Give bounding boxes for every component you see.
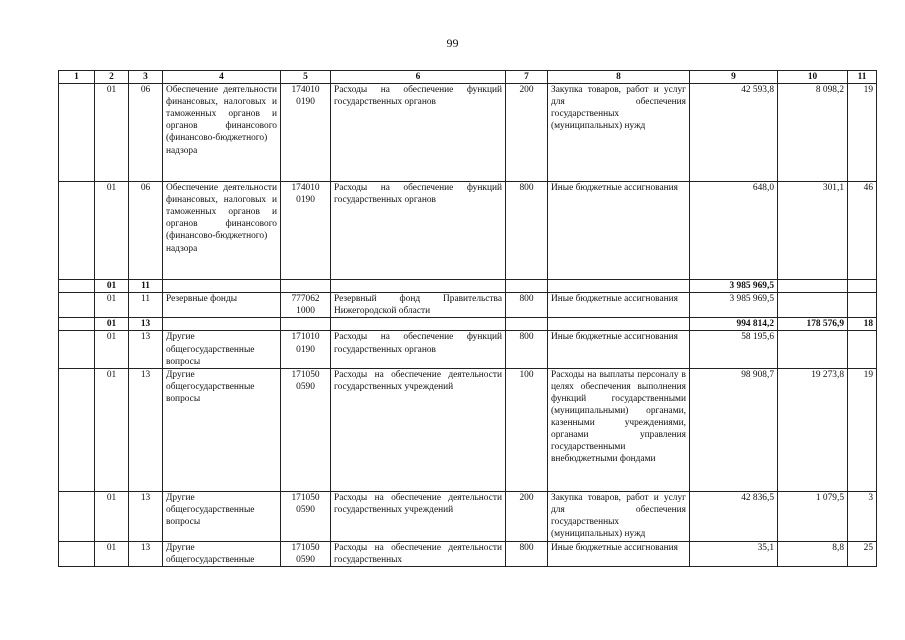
- subtotal-row: [59, 318, 877, 331]
- column-header: 7: [506, 71, 548, 84]
- cell-empty: [59, 368, 95, 491]
- cell-target-name: Расходы на обеспечение функций государственных органов: [331, 84, 506, 182]
- cell-empty: [59, 541, 95, 566]
- cell-expense-code: 200: [506, 491, 548, 541]
- column-header: 5: [281, 71, 331, 84]
- table-row: [59, 368, 877, 491]
- cell-percent: 19: [848, 84, 877, 182]
- cell-section: 01: [95, 541, 129, 566]
- cell-empty: [506, 280, 548, 293]
- column-header: 11: [848, 71, 877, 84]
- cell-subsection: 13: [129, 541, 163, 566]
- cell-expense-code: 200: [506, 84, 548, 182]
- cell-executed: 301,1: [778, 182, 848, 280]
- table-row: [59, 293, 877, 318]
- cell-empty: [59, 293, 95, 318]
- cell-expense-name: Иные бюджетные ассигнования: [548, 541, 690, 566]
- column-header: 2: [95, 71, 129, 84]
- cell-expense-name: Закупка товаров, работ и услуг для обеспечения государственных (муниципальных) нужд: [548, 491, 690, 541]
- cell-percent: [848, 280, 877, 293]
- cell-section: 01: [95, 368, 129, 491]
- cell-name: Обеспечение деятельности финансовых, налоговых и таможенных органов и органов финансового (финансово-бюджетного) надзора: [163, 182, 281, 280]
- column-header: 6: [331, 71, 506, 84]
- cell-subsection: 13: [129, 368, 163, 491]
- cell-name: Другие общегосударственные вопросы: [163, 491, 281, 541]
- cell-section: 01: [95, 331, 129, 368]
- cell-section: 01: [95, 280, 129, 293]
- cell-expense-code: 100: [506, 368, 548, 491]
- column-header: 4: [163, 71, 281, 84]
- cell-empty: [548, 318, 690, 331]
- cell-amount: 648,0: [690, 182, 778, 280]
- cell-target-code: 171050 0590: [281, 491, 331, 541]
- table-row: [59, 331, 877, 368]
- cell-subsection: 13: [129, 331, 163, 368]
- cell-percent: [848, 293, 877, 318]
- cell-empty: [163, 318, 281, 331]
- cell-empty: [506, 318, 548, 331]
- cell-section: 01: [95, 491, 129, 541]
- cell-name: Другие общегосударственные: [163, 541, 281, 566]
- cell-executed: 8 098,2: [778, 84, 848, 182]
- cell-percent: 46: [848, 182, 877, 280]
- cell-empty: [163, 280, 281, 293]
- cell-name: Обеспечение деятельности финансовых, налоговых и таможенных органов и органов финансового (финансово-бюджетного) надзора: [163, 84, 281, 182]
- cell-target-name: Расходы на обеспечение деятельности государственных учреждений: [331, 491, 506, 541]
- cell-percent: 18: [848, 318, 877, 331]
- table-row: [59, 541, 877, 566]
- cell-expense-name: Иные бюджетные ассигнования: [548, 293, 690, 318]
- cell-expense-code: 800: [506, 182, 548, 280]
- cell-section: 01: [95, 182, 129, 280]
- cell-subsection: 13: [129, 491, 163, 541]
- cell-executed: 178 576,9: [778, 318, 848, 331]
- cell-target-name: Расходы на обеспечение функций государственных органов: [331, 331, 506, 368]
- cell-executed: 8,8: [778, 541, 848, 566]
- cell-executed: 1 079,5: [778, 491, 848, 541]
- cell-amount: 35,1: [690, 541, 778, 566]
- cell-percent: [848, 331, 877, 368]
- cell-target-code: 174010 0190: [281, 182, 331, 280]
- cell-empty: [331, 280, 506, 293]
- cell-subsection: 11: [129, 293, 163, 318]
- table-row: [59, 84, 877, 182]
- cell-target-code: 171050 0590: [281, 368, 331, 491]
- cell-expense-name: Иные бюджетные ассигнования: [548, 331, 690, 368]
- cell-empty: [59, 182, 95, 280]
- cell-executed: [778, 331, 848, 368]
- cell-empty: [331, 318, 506, 331]
- table-row: [59, 182, 877, 280]
- cell-amount: 3 985 969,5: [690, 280, 778, 293]
- cell-expense-code: 800: [506, 293, 548, 318]
- cell-section: 01: [95, 293, 129, 318]
- cell-empty: [548, 280, 690, 293]
- cell-section: 01: [95, 318, 129, 331]
- cell-section: 01: [95, 84, 129, 182]
- subtotal-row: [59, 280, 877, 293]
- cell-expense-name: Расходы на выплаты персоналу в целях обеспечения выполнения функций государственными (муниципальными) органами, казенными учреждениями, органами управления государственными внебюджетными фондами: [548, 368, 690, 491]
- cell-target-code: 171010 0190: [281, 331, 331, 368]
- cell-executed: [778, 280, 848, 293]
- cell-empty: [59, 280, 95, 293]
- cell-percent: 25: [848, 541, 877, 566]
- table-row: [59, 491, 877, 541]
- cell-subsection: 06: [129, 84, 163, 182]
- cell-subsection: 13: [129, 318, 163, 331]
- cell-expense-name: Иные бюджетные ассигнования: [548, 182, 690, 280]
- cell-expense-code: 800: [506, 331, 548, 368]
- cell-expense-code: 800: [506, 541, 548, 566]
- cell-amount: 42 593,8: [690, 84, 778, 182]
- cell-executed: 19 273,8: [778, 368, 848, 491]
- page-number: 99: [446, 36, 459, 50]
- cell-target-code: 171050 0590: [281, 541, 331, 566]
- cell-amount: 42 836,5: [690, 491, 778, 541]
- cell-amount: 98 908,7: [690, 368, 778, 491]
- cell-subsection: 11: [129, 280, 163, 293]
- cell-subsection: 06: [129, 182, 163, 280]
- cell-name: Резервные фонды: [163, 293, 281, 318]
- column-header: 10: [778, 71, 848, 84]
- column-header: 9: [690, 71, 778, 84]
- cell-amount: 994 814,2: [690, 318, 778, 331]
- cell-empty: [281, 280, 331, 293]
- cell-amount: 3 985 969,5: [690, 293, 778, 318]
- cell-empty: [59, 84, 95, 182]
- cell-percent: 3: [848, 491, 877, 541]
- cell-expense-name: Закупка товаров, работ и услуг для обеспечения государственных (муниципальных) нужд: [548, 84, 690, 182]
- header-row: [59, 71, 877, 84]
- cell-target-name: Расходы на обеспечение функций государственных органов: [331, 182, 506, 280]
- budget-table: [58, 70, 877, 567]
- cell-name: Другие общегосударственные вопросы: [163, 368, 281, 491]
- cell-target-name: Резервный фонд Правительства Нижегородской области: [331, 293, 506, 318]
- cell-empty: [59, 331, 95, 368]
- cell-amount: 58 195,6: [690, 331, 778, 368]
- cell-percent: 19: [848, 368, 877, 491]
- cell-target-name: Расходы на обеспечение деятельности государственных учреждений: [331, 368, 506, 491]
- cell-name: Другие общегосударственные вопросы: [163, 331, 281, 368]
- cell-executed: [778, 293, 848, 318]
- column-header: 8: [548, 71, 690, 84]
- column-header: 1: [59, 71, 95, 84]
- cell-empty: [59, 318, 95, 331]
- cell-empty: [59, 491, 95, 541]
- cell-empty: [281, 318, 331, 331]
- cell-target-code: 174010 0190: [281, 84, 331, 182]
- cell-target-code: 777062 1000: [281, 293, 331, 318]
- column-header: 3: [129, 71, 163, 84]
- cell-target-name: Расходы на обеспечение деятельности государственных: [331, 541, 506, 566]
